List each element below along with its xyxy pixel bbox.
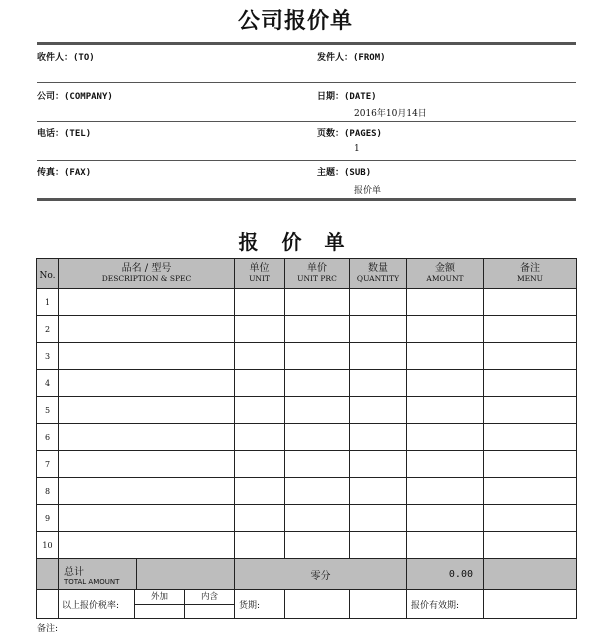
company-label: 公司： bbox=[37, 92, 65, 102]
divider-1 bbox=[37, 82, 576, 83]
amount-cell[interactable] bbox=[407, 343, 484, 370]
table-row bbox=[37, 289, 577, 316]
info-bottom-rule bbox=[37, 198, 576, 201]
price-cell[interactable] bbox=[285, 370, 350, 397]
total-amount-words: 零分 bbox=[235, 559, 407, 590]
total-label-split bbox=[62, 559, 234, 589]
amount-cell[interactable] bbox=[407, 316, 484, 343]
memo-cell[interactable] bbox=[484, 451, 577, 478]
price-cell[interactable] bbox=[285, 424, 350, 451]
quantity-cell[interactable] bbox=[350, 451, 407, 478]
subject-field bbox=[317, 165, 371, 178]
memo-header-en: MENU bbox=[516, 273, 544, 283]
pages-en: (PAGES) bbox=[344, 129, 382, 139]
date-field bbox=[317, 89, 377, 102]
amount-cell[interactable] bbox=[407, 370, 484, 397]
col-header-price bbox=[285, 259, 350, 289]
price-cell[interactable] bbox=[285, 532, 350, 559]
total-label-spacer bbox=[137, 559, 235, 589]
quantity-cell[interactable] bbox=[350, 505, 407, 532]
pages-value: 1 bbox=[354, 144, 360, 154]
table-row bbox=[37, 343, 577, 370]
price-cell[interactable] bbox=[285, 505, 350, 532]
description-cell[interactable] bbox=[59, 370, 235, 397]
description-cell[interactable] bbox=[59, 316, 235, 343]
description-cell[interactable] bbox=[59, 505, 235, 532]
description-cell[interactable] bbox=[59, 478, 235, 505]
table-row bbox=[37, 505, 577, 532]
date-label: 日期： bbox=[317, 92, 345, 102]
delivery-value[interactable] bbox=[285, 590, 350, 619]
table-header-row bbox=[37, 259, 577, 289]
table-row bbox=[37, 478, 577, 505]
qty-header-cn: 数量 bbox=[368, 263, 388, 275]
delivery-label: 货期: bbox=[235, 590, 285, 619]
total-label-en: TOTAL AMOUNT bbox=[64, 577, 120, 586]
quantity-cell[interactable] bbox=[350, 343, 407, 370]
col-header-memo bbox=[484, 259, 577, 289]
description-cell[interactable] bbox=[59, 451, 235, 478]
memo-cell[interactable] bbox=[484, 316, 577, 343]
row-number: 7 bbox=[37, 451, 59, 478]
row-number: 6 bbox=[37, 424, 59, 451]
amount-cell[interactable] bbox=[407, 532, 484, 559]
amount-cell[interactable] bbox=[407, 505, 484, 532]
price-cell[interactable] bbox=[285, 343, 350, 370]
memo-cell[interactable] bbox=[484, 532, 577, 559]
quote-title: 报 价 单 bbox=[238, 230, 353, 254]
pages-label: 页数： bbox=[317, 129, 345, 139]
amount-cell[interactable] bbox=[407, 478, 484, 505]
description-cell[interactable] bbox=[59, 397, 235, 424]
amount-header-cn: 金额 bbox=[435, 263, 455, 275]
tax-row bbox=[37, 590, 577, 619]
date-value: 2016年10月14日 bbox=[354, 109, 427, 119]
quote-table bbox=[36, 258, 577, 619]
tax-no-cell bbox=[37, 590, 59, 619]
description-cell[interactable] bbox=[59, 289, 235, 316]
subject-en: (SUB) bbox=[344, 168, 372, 178]
unit-cell[interactable] bbox=[235, 505, 285, 532]
memo-cell[interactable] bbox=[484, 343, 577, 370]
row-number: 2 bbox=[37, 316, 59, 343]
unit-cell[interactable] bbox=[235, 289, 285, 316]
tax-label: 以上报价税率: bbox=[59, 590, 135, 618]
unit-header-cn: 单位 bbox=[249, 263, 270, 275]
amount-cell[interactable] bbox=[407, 397, 484, 424]
unit-cell[interactable] bbox=[235, 397, 285, 424]
table-row bbox=[37, 424, 577, 451]
desc-header-cn: 品名 / 型号 bbox=[121, 263, 172, 275]
total-label-cell bbox=[59, 559, 235, 590]
to-field bbox=[37, 50, 95, 63]
description-cell[interactable] bbox=[59, 532, 235, 559]
memo-cell[interactable] bbox=[484, 424, 577, 451]
memo-cell[interactable] bbox=[484, 370, 577, 397]
col-header-description bbox=[59, 259, 235, 289]
row-number: 9 bbox=[37, 505, 59, 532]
total-label-cn: 总计 bbox=[64, 566, 84, 578]
subject-label: 主题： bbox=[317, 168, 345, 178]
quantity-cell[interactable] bbox=[350, 397, 407, 424]
memo-cell[interactable] bbox=[484, 397, 577, 424]
total-row bbox=[37, 559, 577, 590]
remark-label: 备注: bbox=[37, 624, 59, 634]
quantity-cell[interactable] bbox=[350, 424, 407, 451]
desc-header-en: DESCRIPTION & SPEC bbox=[101, 273, 192, 283]
total-no-cell bbox=[37, 559, 59, 590]
price-cell[interactable] bbox=[285, 397, 350, 424]
unit-cell[interactable] bbox=[235, 451, 285, 478]
tax-cell bbox=[59, 590, 235, 619]
tel-field bbox=[37, 126, 91, 139]
subject-value: 报价单 bbox=[354, 186, 382, 196]
to-label: 收件人： bbox=[37, 53, 74, 63]
divider-2 bbox=[37, 121, 576, 122]
tax-option-inclusive[interactable]: 内含 bbox=[185, 590, 235, 604]
table-row bbox=[37, 316, 577, 343]
delivery-extra[interactable] bbox=[350, 590, 407, 619]
document-title: 公司报价单 bbox=[237, 9, 353, 34]
table-row bbox=[37, 532, 577, 559]
quantity-cell[interactable] bbox=[350, 289, 407, 316]
qty-header-en: QUANTITY bbox=[356, 273, 400, 283]
amount-header-en: AMOUNT bbox=[426, 273, 464, 283]
row-number: 4 bbox=[37, 370, 59, 397]
description-cell[interactable] bbox=[59, 424, 235, 451]
validity-value[interactable] bbox=[484, 590, 577, 619]
col-header-quantity bbox=[350, 259, 407, 289]
row-number: 1 bbox=[37, 289, 59, 316]
memo-cell[interactable] bbox=[484, 478, 577, 505]
company-field bbox=[37, 89, 113, 102]
unit-cell[interactable] bbox=[235, 424, 285, 451]
tel-label: 电话： bbox=[37, 129, 65, 139]
tax-split bbox=[59, 590, 234, 618]
row-number: 5 bbox=[37, 397, 59, 424]
unit-cell[interactable] bbox=[235, 478, 285, 505]
table-row bbox=[37, 451, 577, 478]
col-header-no: No. bbox=[37, 259, 59, 289]
date-en: (DATE) bbox=[344, 92, 377, 102]
quantity-cell[interactable] bbox=[350, 370, 407, 397]
price-cell[interactable] bbox=[285, 316, 350, 343]
from-field bbox=[317, 50, 386, 63]
total-amount: 0.00 bbox=[407, 559, 484, 590]
pages-field bbox=[317, 126, 382, 139]
table-row bbox=[37, 370, 577, 397]
unit-cell[interactable] bbox=[235, 532, 285, 559]
price-cell[interactable] bbox=[285, 451, 350, 478]
price-cell[interactable] bbox=[285, 289, 350, 316]
divider-3 bbox=[37, 160, 576, 161]
table-row bbox=[37, 397, 577, 424]
amount-cell[interactable] bbox=[407, 451, 484, 478]
company-en: (COMPANY) bbox=[64, 92, 113, 102]
row-number: 10 bbox=[37, 532, 59, 559]
price-header-cn: 单价 bbox=[307, 263, 327, 275]
fax-field bbox=[37, 165, 91, 178]
total-label bbox=[62, 559, 137, 589]
tax-option-exclusive-box[interactable] bbox=[135, 604, 185, 618]
to-en: (TO) bbox=[73, 53, 95, 63]
tax-option-exclusive[interactable]: 外加 bbox=[135, 590, 185, 604]
memo-cell[interactable] bbox=[484, 289, 577, 316]
description-cell[interactable] bbox=[59, 343, 235, 370]
memo-header-cn: 备注 bbox=[520, 263, 540, 275]
col-header-unit bbox=[235, 259, 285, 289]
tax-option-inclusive-box[interactable] bbox=[185, 604, 235, 618]
col-header-amount bbox=[407, 259, 484, 289]
from-label: 发件人： bbox=[317, 53, 354, 63]
amount-cell[interactable] bbox=[407, 424, 484, 451]
price-header-en: UNIT PRC bbox=[297, 273, 337, 283]
unit-cell[interactable] bbox=[235, 316, 285, 343]
row-number: 3 bbox=[37, 343, 59, 370]
quantity-cell[interactable] bbox=[350, 316, 407, 343]
price-cell[interactable] bbox=[285, 478, 350, 505]
tel-en: (TEL) bbox=[64, 129, 92, 139]
unit-cell[interactable] bbox=[235, 370, 285, 397]
row-number: 8 bbox=[37, 478, 59, 505]
total-memo-cell bbox=[484, 559, 577, 590]
quantity-cell[interactable] bbox=[350, 478, 407, 505]
validity-label: 报价有效期: bbox=[407, 590, 484, 619]
tax-options bbox=[135, 590, 235, 618]
memo-cell[interactable] bbox=[484, 505, 577, 532]
tax-option-grid bbox=[135, 590, 234, 618]
fax-en: (FAX) bbox=[64, 168, 92, 178]
quantity-cell[interactable] bbox=[350, 532, 407, 559]
header-rule bbox=[37, 42, 576, 45]
fax-label: 传真： bbox=[37, 168, 65, 178]
from-en: (FROM) bbox=[353, 53, 386, 63]
unit-header-en: UNIT bbox=[249, 273, 270, 283]
amount-cell[interactable] bbox=[407, 289, 484, 316]
unit-cell[interactable] bbox=[235, 343, 285, 370]
